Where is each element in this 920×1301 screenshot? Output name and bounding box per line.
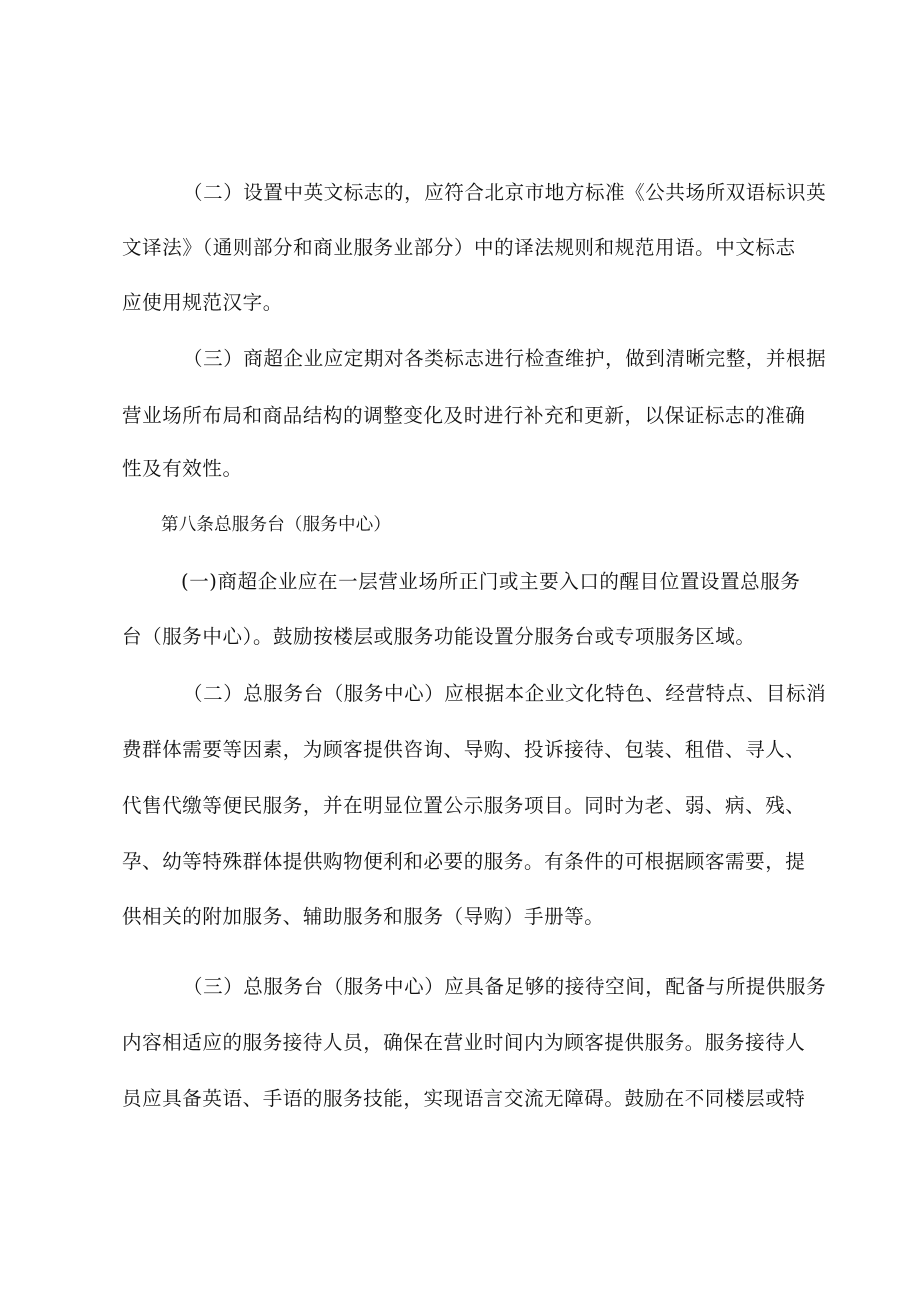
paragraph-5-line-1: （三）总服务台（服务中心）应具备足够的接待空间，配备与所提供服务 [183, 975, 827, 998]
paragraph-2-line-2: 营业场所布局和商品结构的调整变化及时进行补充和更新，以保证标志的准确 [122, 404, 806, 427]
paragraph-4-line-3: 代售代缴等便民服务，并在明显位置公示服务项目。同时为老、弱、病、残、 [122, 794, 806, 817]
paragraph-2-line-1: （三）商超企业应定期对各类标志进行检查维护，做到清晰完整，并根据 [183, 347, 827, 370]
paragraph-1-line-1: （二）设置中英文标志的，应符合北京市地方标准《公共场所双语标识英 [183, 181, 827, 204]
paragraph-4-line-4: 孕、幼等特殊群体提供购物便利和必要的服务。有条件的可根据顾客需要，提 [122, 850, 806, 873]
paragraph-5-line-3: 员应具备英语、手语的服务技能，实现语言交流无障碍。鼓励在不同楼层或特 [122, 1087, 806, 1110]
paragraph-1-line-3: 应使用规范汉字。 [122, 291, 283, 314]
paragraph-2-line-3: 性及有效性。 [122, 457, 243, 480]
paragraph-1-line-2: 文译法》（通则部分和商业服务业部分）中的译法规则和规范用语。中文标志 [122, 236, 796, 259]
paragraph-4-line-1: （二）总服务台（服务中心）应根据本企业文化特色、经营特点、目标消 [183, 682, 827, 705]
paragraph-4-line-2: 费群体需要等因素，为顾客提供咨询、导购、投诉接待、包装、租借、寻人、 [122, 738, 806, 761]
paragraph-3-line-2: 台（服务中心）。鼓励按楼层或服务功能设置分服务台或专项服务区域。 [122, 625, 756, 648]
paragraph-4-line-5: 供相关的附加服务、辅助服务和服务（导购）手册等。 [122, 905, 605, 928]
article-heading: 第八条总服务台（服务中心） [161, 515, 392, 535]
paragraph-5-line-2: 内容相适应的服务接待人员，确保在营业时间内为顾客提供服务。服务接待人 [122, 1031, 806, 1054]
paragraph-3-line-1: (一)商超企业应在一层营业场所正门或主要入口的醒目位置设置总服务 [181, 570, 801, 593]
